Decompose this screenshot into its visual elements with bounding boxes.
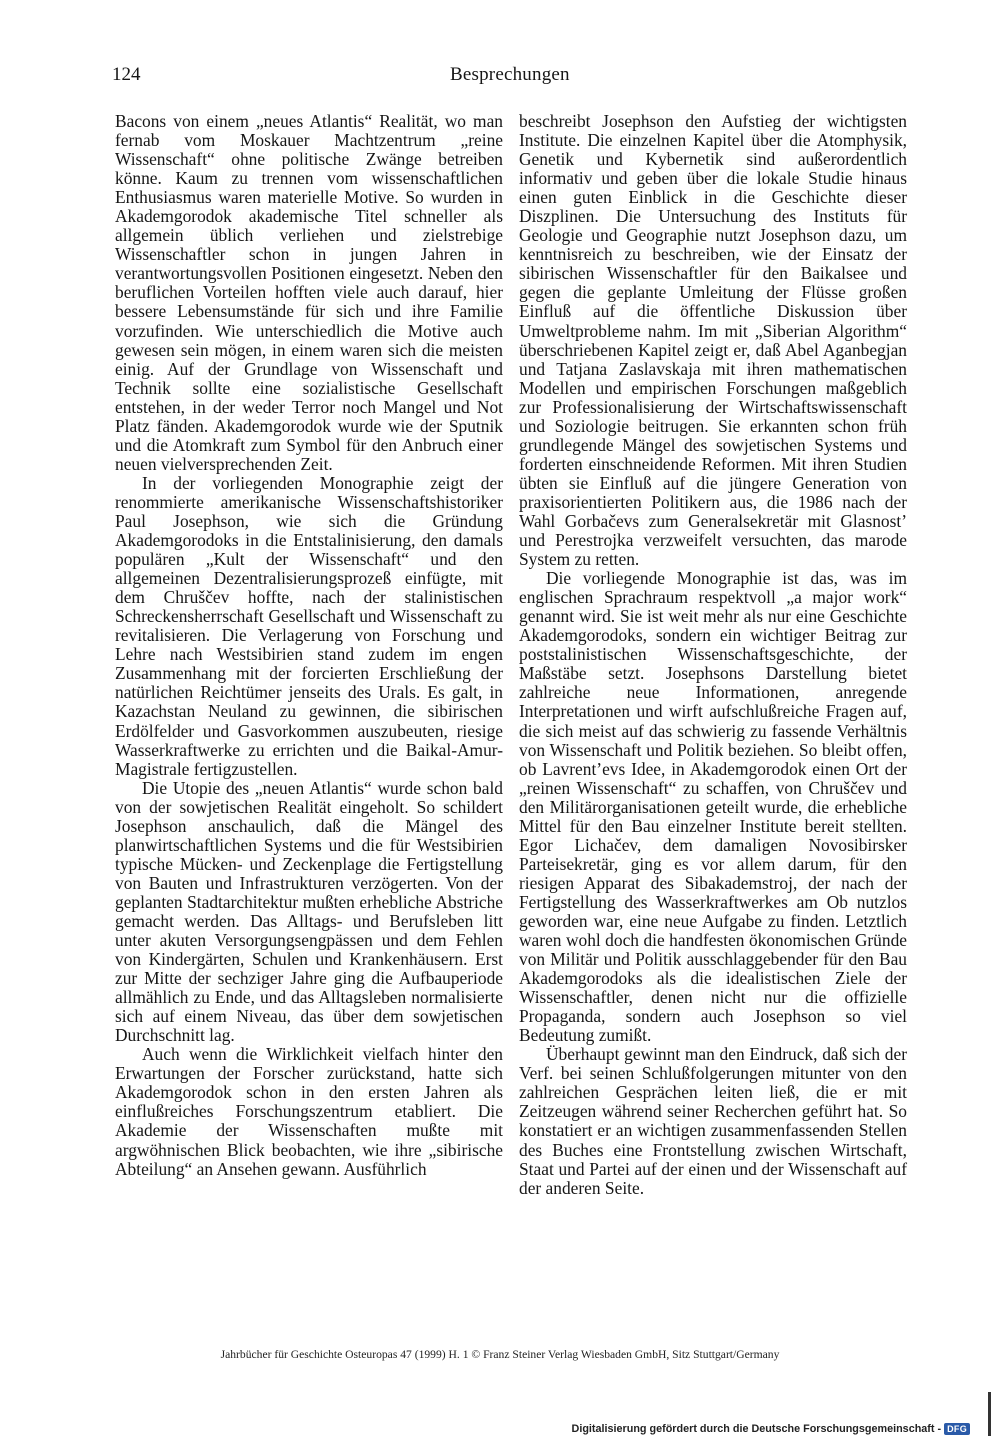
page-number: 124 [112, 64, 141, 85]
digitization-credit [572, 1423, 970, 1435]
paragraph: Die Utopie des „neuen Atlantis“ wurde schon bald von der sowjetischen Realität eingeholt. So schildert Josephson anschaulich, daß die Mängel des planwirtschaftlichen Systems und die für Westsibirien typische Mücken- und Zeckenplage die Fertigstellung von Bauten und Infrastrukturen verzögerten. Von der geplanten Stadtarchitektur mußten erhebliche Abstriche gemacht werden. Das Alltags- und Berufsleben litt unter akuten Versorgungsengpässen und dem Fehlen von Kindergärten, Schulen und Krankenhäusern. Erst zur Mitte der sechziger Jahre ging die Aufbauperiode allmählich zu Ende, und das Alltagsleben normalisierte sich auf einem Niveau, das über dem sowjetischen Durchschnitt lag. [115, 777, 503, 1046]
dfg-logo-icon: DFG [944, 1423, 970, 1435]
paragraph: Auch wenn die Wirklichkeit vielfach hinter den Erwartungen der Forscher zurückstand, hatte sich Akademgorodok schon in den ersten Jahren als einflußreiches Forschungszentrum etabliert. Die Akademie der Wissenschaften mußte mit argwöhnischen Blick beobachten, wie ihre „sibirische Abteilung“ an Ansehen gewann. Ausführlich [115, 1044, 503, 1179]
paragraph: beschreibt Josephson den Aufstieg der wichtigsten Institute. Die einzelnen Kapitel über die Atomphysik, Genetik und Kybernetik sind außerordentlich informativ und geben über die lokale Studie hinaus einen guten Einblick in die Geschichte dieser Diszplinen. Die Untersuchung des Instituts für Geologie und Geographie nutzt Josephson dazu, um kenntnisreich zu beschreiben, wie der Einsatz der sibirischen Wissenschaftler für den Baikalsee und gegen die geplante Umleitung der Flüsse großen Einfluß auf die öffentliche Diskussion über Umweltprobleme nahm. Im mit „Siberian Algorithm“ überschriebenen Kapitel zeigt er, daß Abel Aganbegjan und Tatjana Zaslavskaja mit ihren mathematischen Modellen und empirischen Forschungen maßgeblich zur Professionalisierung der Wirtschaftswissenschaft und Soziologie beitrugen. Sie erkannten schon früh grundlegende Mängel des sowjetischen Systems und forderten einschneidende Reformen. Mit ihren Studien übten sie Einfluß auf die jüngere Generation von praxisorientierten Politikern aus, die 1986 nach der Wahl Gorbačevs zum Generalsekretär mit Glasnost’ und Perestrojka verzweifelt versuchten, das marode System zu retten. [519, 111, 907, 570]
scan-mark [988, 1392, 991, 1436]
right-column [519, 112, 907, 1198]
paragraph: Die vorliegende Monographie ist das, was im englischen Sprachraum respektvoll „a major work“ genannt wird. Sie ist weit mehr als nur eine Geschichte Akademgorodoks, sondern ein wichtiger Beitrag zur poststalinistischen Wissenschaftsgeschichte, der Maßstäbe setzt. Josephsons Darstellung bietet zahlreiche neue Informationen, anregende Interpretationen und wirft aufschlußreiche Fragen auf, die sich meist auf das schwierig zu fassende Verhältnis von Wissenschaft und Politik beziehen. So bleibt offen, ob Lavrent’evs Idee, in Akademgorodok einen Ort der „reinen Wissenschaft“ zu schaffen, von Chruščev und den Militärorganisationen geteilt wurde, die erhebliche Mittel für den Bau einzelner Institute bereit stellten. Egor Lichačev, dem damaligen Novosibirsker Parteisekretär, ging es vor allem darum, für den riesigen Apparat des Sibakademstroj, der nach der Fertigstellung des Wasserkraftwerkes am Ob nutzlos geworden war, eine neue Aufgabe zu finden. Letztlich waren wohl doch die handfesten ökonomischen Gründe von Militär und Politik ausschlaggebender für den Bau Akademgorodoks als die idealistischen Ziele der Wissenschaftler, denen nicht nur die offizielle Propaganda, sondern auch Josephson so viel Bedeutung zumißt. [519, 568, 907, 1046]
paragraph: Bacons von einem „neues Atlantis“ Realität, wo man fernab vom Moskauer Machtzentrum „reine Wissenschaft“ ohne politische Zwänge betreiben könne. Kaum zu trennen vom wissenschaftlichen Enthusiasmus waren materielle Motive. So wurden in Akademgorodok akademische Titel schneller als allgemein üblich verliehen und zielstrebige Wissenschaftler schon in jungen Jahren in verantwortungsvollen Positionen eingesetzt. Neben den beruflichen Vorteilen hofften viele auch darauf, hier bessere Lebensumstände für sich und ihre Familie vorzufinden. Wie unterschiedlich die Motive auch gewesen sein mögen, in einem waren sich die meisten einig. Auf der Grundlage von Wissenschaft und Technik sollte eine sozialistische Gesellschaft entstehen, in der weder Terror noch Mangel und Not Platz fänden. Akademgorodok wurde wie der Sputnik und die Atomkraft zum Symbol für den Anbruch einer neuen vielversprechenden Zeit. [115, 111, 503, 474]
credit-text: Digitalisierung gefördert durch die Deutsche Forschungsgemeinschaft - [571, 1423, 942, 1435]
paragraph: Überhaupt gewinnt man den Eindruck, daß sich der Verf. bei seinen Schlußfolgerungen mitunter von den zahlreichen Gesprächen leiten ließ, die er mit Zeitzeugen während seiner Recherchen geführt hat. So konstatiert er an wichtigen zusammenfassenden Stellen des Buches eine Frontstellung zwischen Wirtschaft, Staat und Partei auf der einen und der Wissenschaft auf der anderen Seite. [519, 1044, 907, 1198]
left-column [115, 112, 503, 1179]
footer-citation: Jahrbücher für Geschichte Osteuropas 47 (1999) H. 1 © Franz Steiner Verlag Wiesbaden GmbH, Sitz Stuttgart/Germany [220, 1348, 780, 1361]
paragraph: In der vorliegenden Monographie zeigt der renommierte amerikanische Wissenschaftshistoriker Paul Josephson, wie sich die Gründung Akademgorodoks in die Entstalinisierung, den damals populären „Kult der Wissenschaft“ und den allgemeinen Dezentralisierungsprozeß einfügte, mit dem Chruščev hoffte, nach der stalinistischen Schreckensherrschaft Gesellschaft und Wissenschaft zu revitalisieren. Die Verlagerung von Forschung und Lehre nach Westsibirien stand zudem im engen Zusammenhang mit der forcierten Erschließung der natürlichen Reichtümer jenseits des Urals. Es galt, in Kazachstan Neuland zu gewinnen, die sibirischen Erdölfelder und Gasvorkommen auszubeuten, riesige Wasserkraftwerke zu errichten und die Baikal-Amur-Magistrale fertigzustellen. [115, 472, 503, 779]
running-head: Besprechungen [450, 64, 570, 85]
